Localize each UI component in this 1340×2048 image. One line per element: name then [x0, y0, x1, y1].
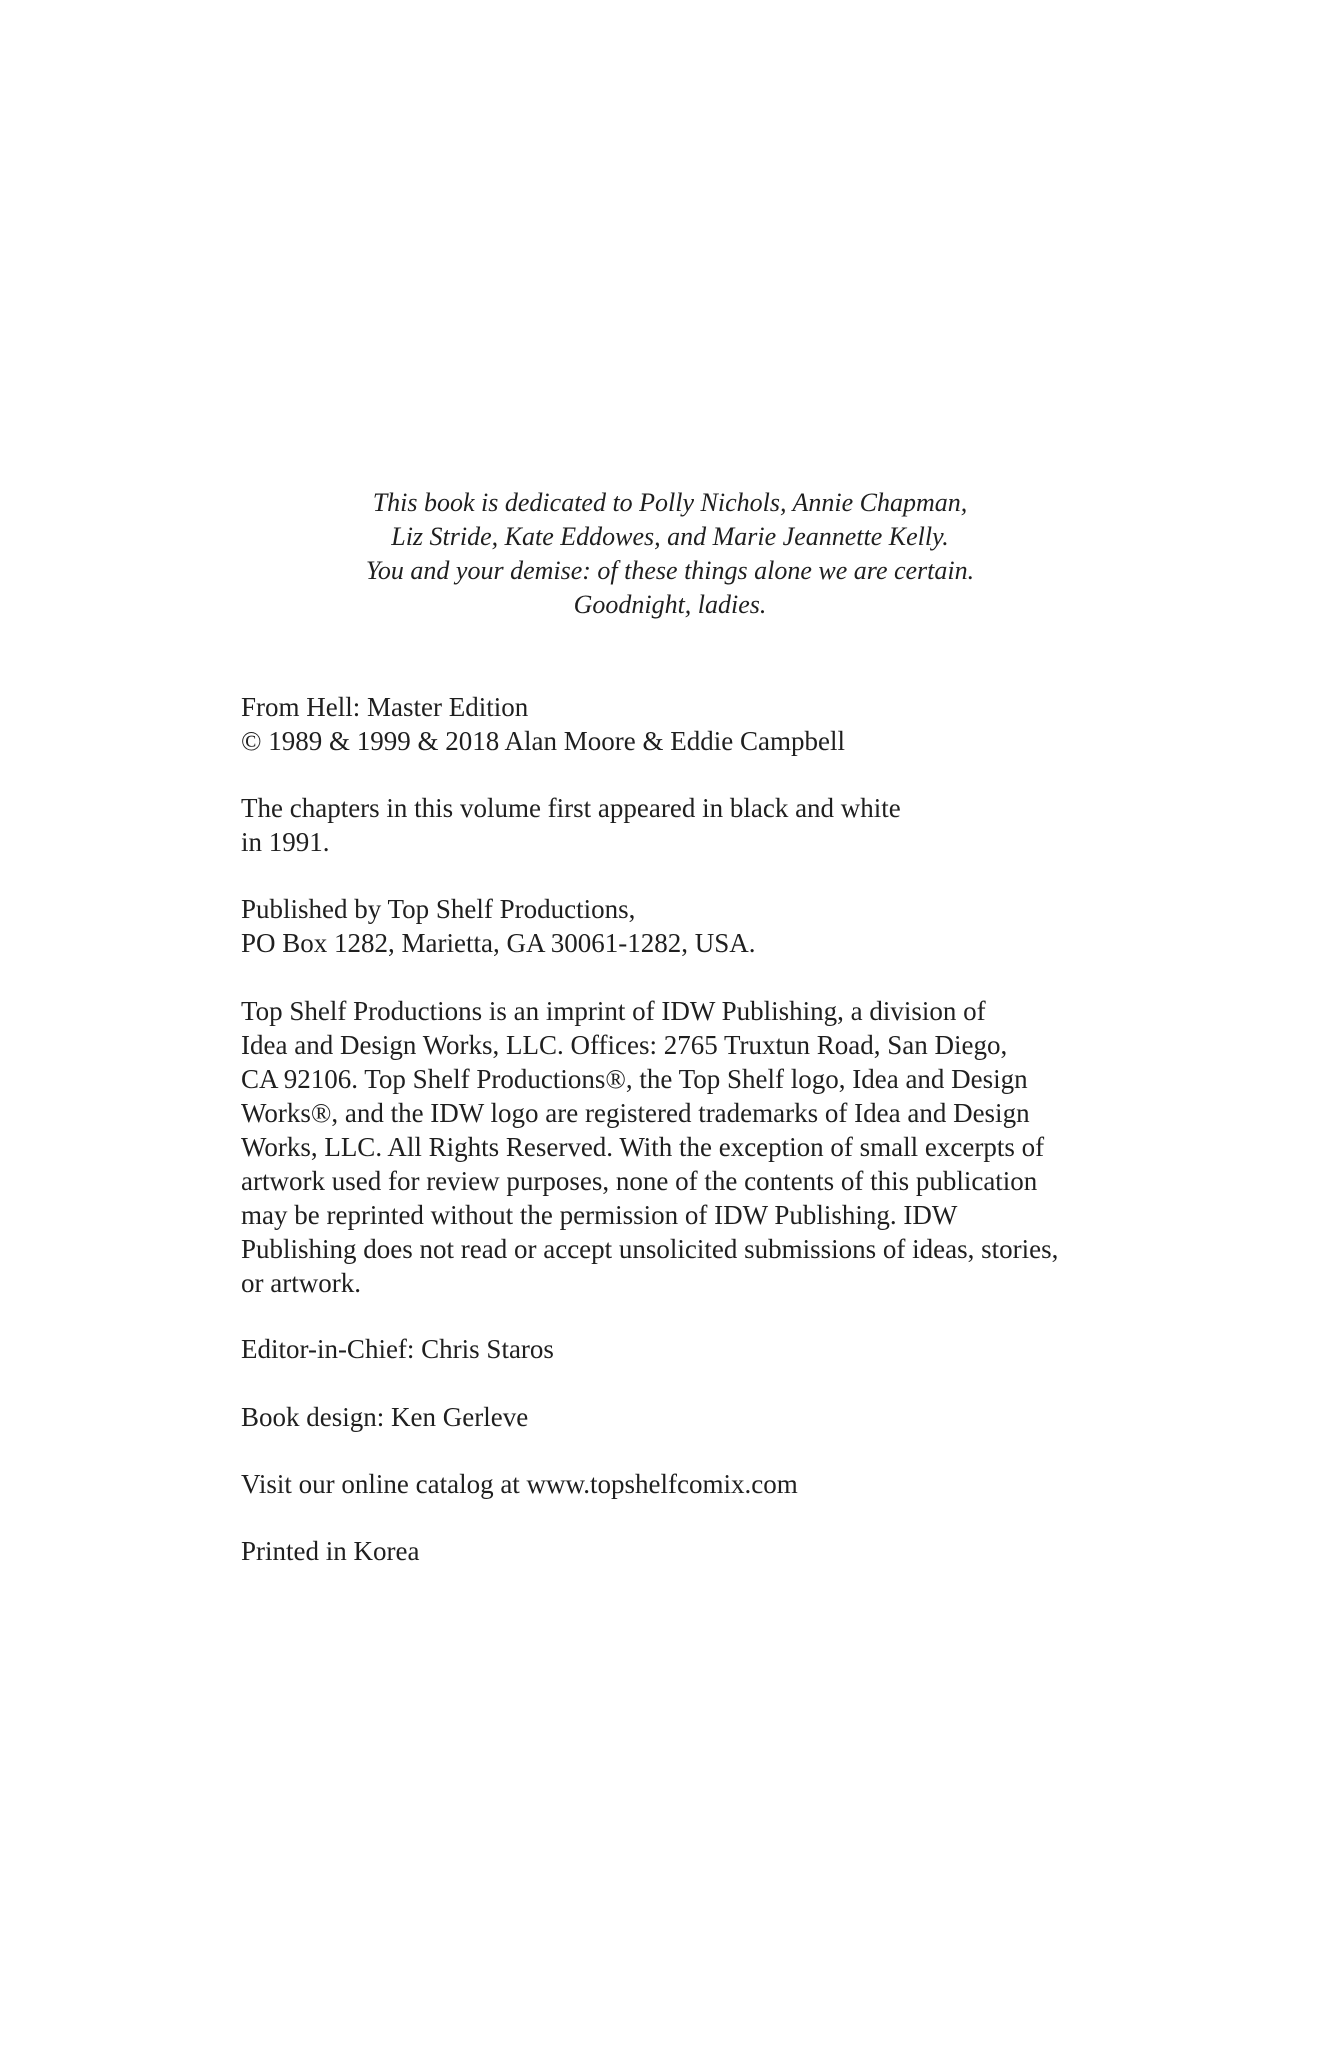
publisher-line: Published by Top Shelf Productions,: [241, 894, 636, 924]
design-credit-text: Book design: Ken Gerleve: [241, 1402, 529, 1432]
chapters-note-line: The chapters in this volume first appeared in black and white: [241, 793, 901, 823]
imprint-line: or artwork.: [241, 1268, 361, 1298]
book-title: From Hell: Master Edition: [241, 692, 529, 722]
printed-note: [241, 1534, 1121, 1568]
dedication-line: Liz Stride, Kate Eddowes, and Marie Jeannette Kelly.: [391, 522, 949, 551]
design-credit: [241, 1400, 1121, 1434]
imprint-line: artwork used for review purposes, none of the contents of this publication: [241, 1166, 1038, 1196]
dedication-line: You and your demise: of these things alone we are certain.: [365, 556, 975, 585]
dedication-line: Goodnight, ladies.: [573, 590, 767, 619]
editor-credit-text: Editor-in-Chief: Chris Staros: [241, 1334, 554, 1364]
imprint-paragraph: [241, 994, 1121, 1300]
chapters-note-line: in 1991.: [241, 827, 330, 857]
editor-credit: [241, 1332, 1121, 1366]
imprint-line: Top Shelf Productions is an imprint of IDW Publishing, a division of: [241, 996, 986, 1026]
imprint-line: Idea and Design Works, LLC. Offices: 2765 Truxtun Road, San Diego,: [241, 1030, 1008, 1060]
imprint-line: CA 92106. Top Shelf Productions®, the Top Shelf logo, Idea and Design: [241, 1064, 1028, 1094]
dedication-line: This book is dedicated to Polly Nichols, Annie Chapman,: [372, 488, 968, 517]
chapters-note: [241, 791, 1121, 859]
catalog-note: [241, 1467, 1121, 1501]
imprint-line: may be reprinted without the permission of IDW Publishing. IDW: [241, 1200, 958, 1230]
dedication: [0, 486, 1340, 622]
title-block: [241, 690, 1121, 758]
imprint-line: Publishing does not read or accept unsolicited submissions of ideas, stories,: [241, 1234, 1059, 1264]
imprint-line: Works®, and the IDW logo are registered trademarks of Idea and Design: [241, 1098, 1030, 1128]
printed-note-text: Printed in Korea: [241, 1536, 420, 1566]
imprint-line: Works, LLC. All Rights Reserved. With the exception of small excerpts of: [241, 1132, 1045, 1162]
catalog-note-text: Visit our online catalog at www.topshelfcomix.com: [241, 1469, 798, 1499]
copyright-line: © 1989 & 1999 & 2018 Alan Moore & Eddie Campbell: [241, 726, 845, 756]
publisher-address: PO Box 1282, Marietta, GA 30061-1282, USA.: [241, 928, 756, 958]
publisher-block: [241, 892, 1121, 960]
